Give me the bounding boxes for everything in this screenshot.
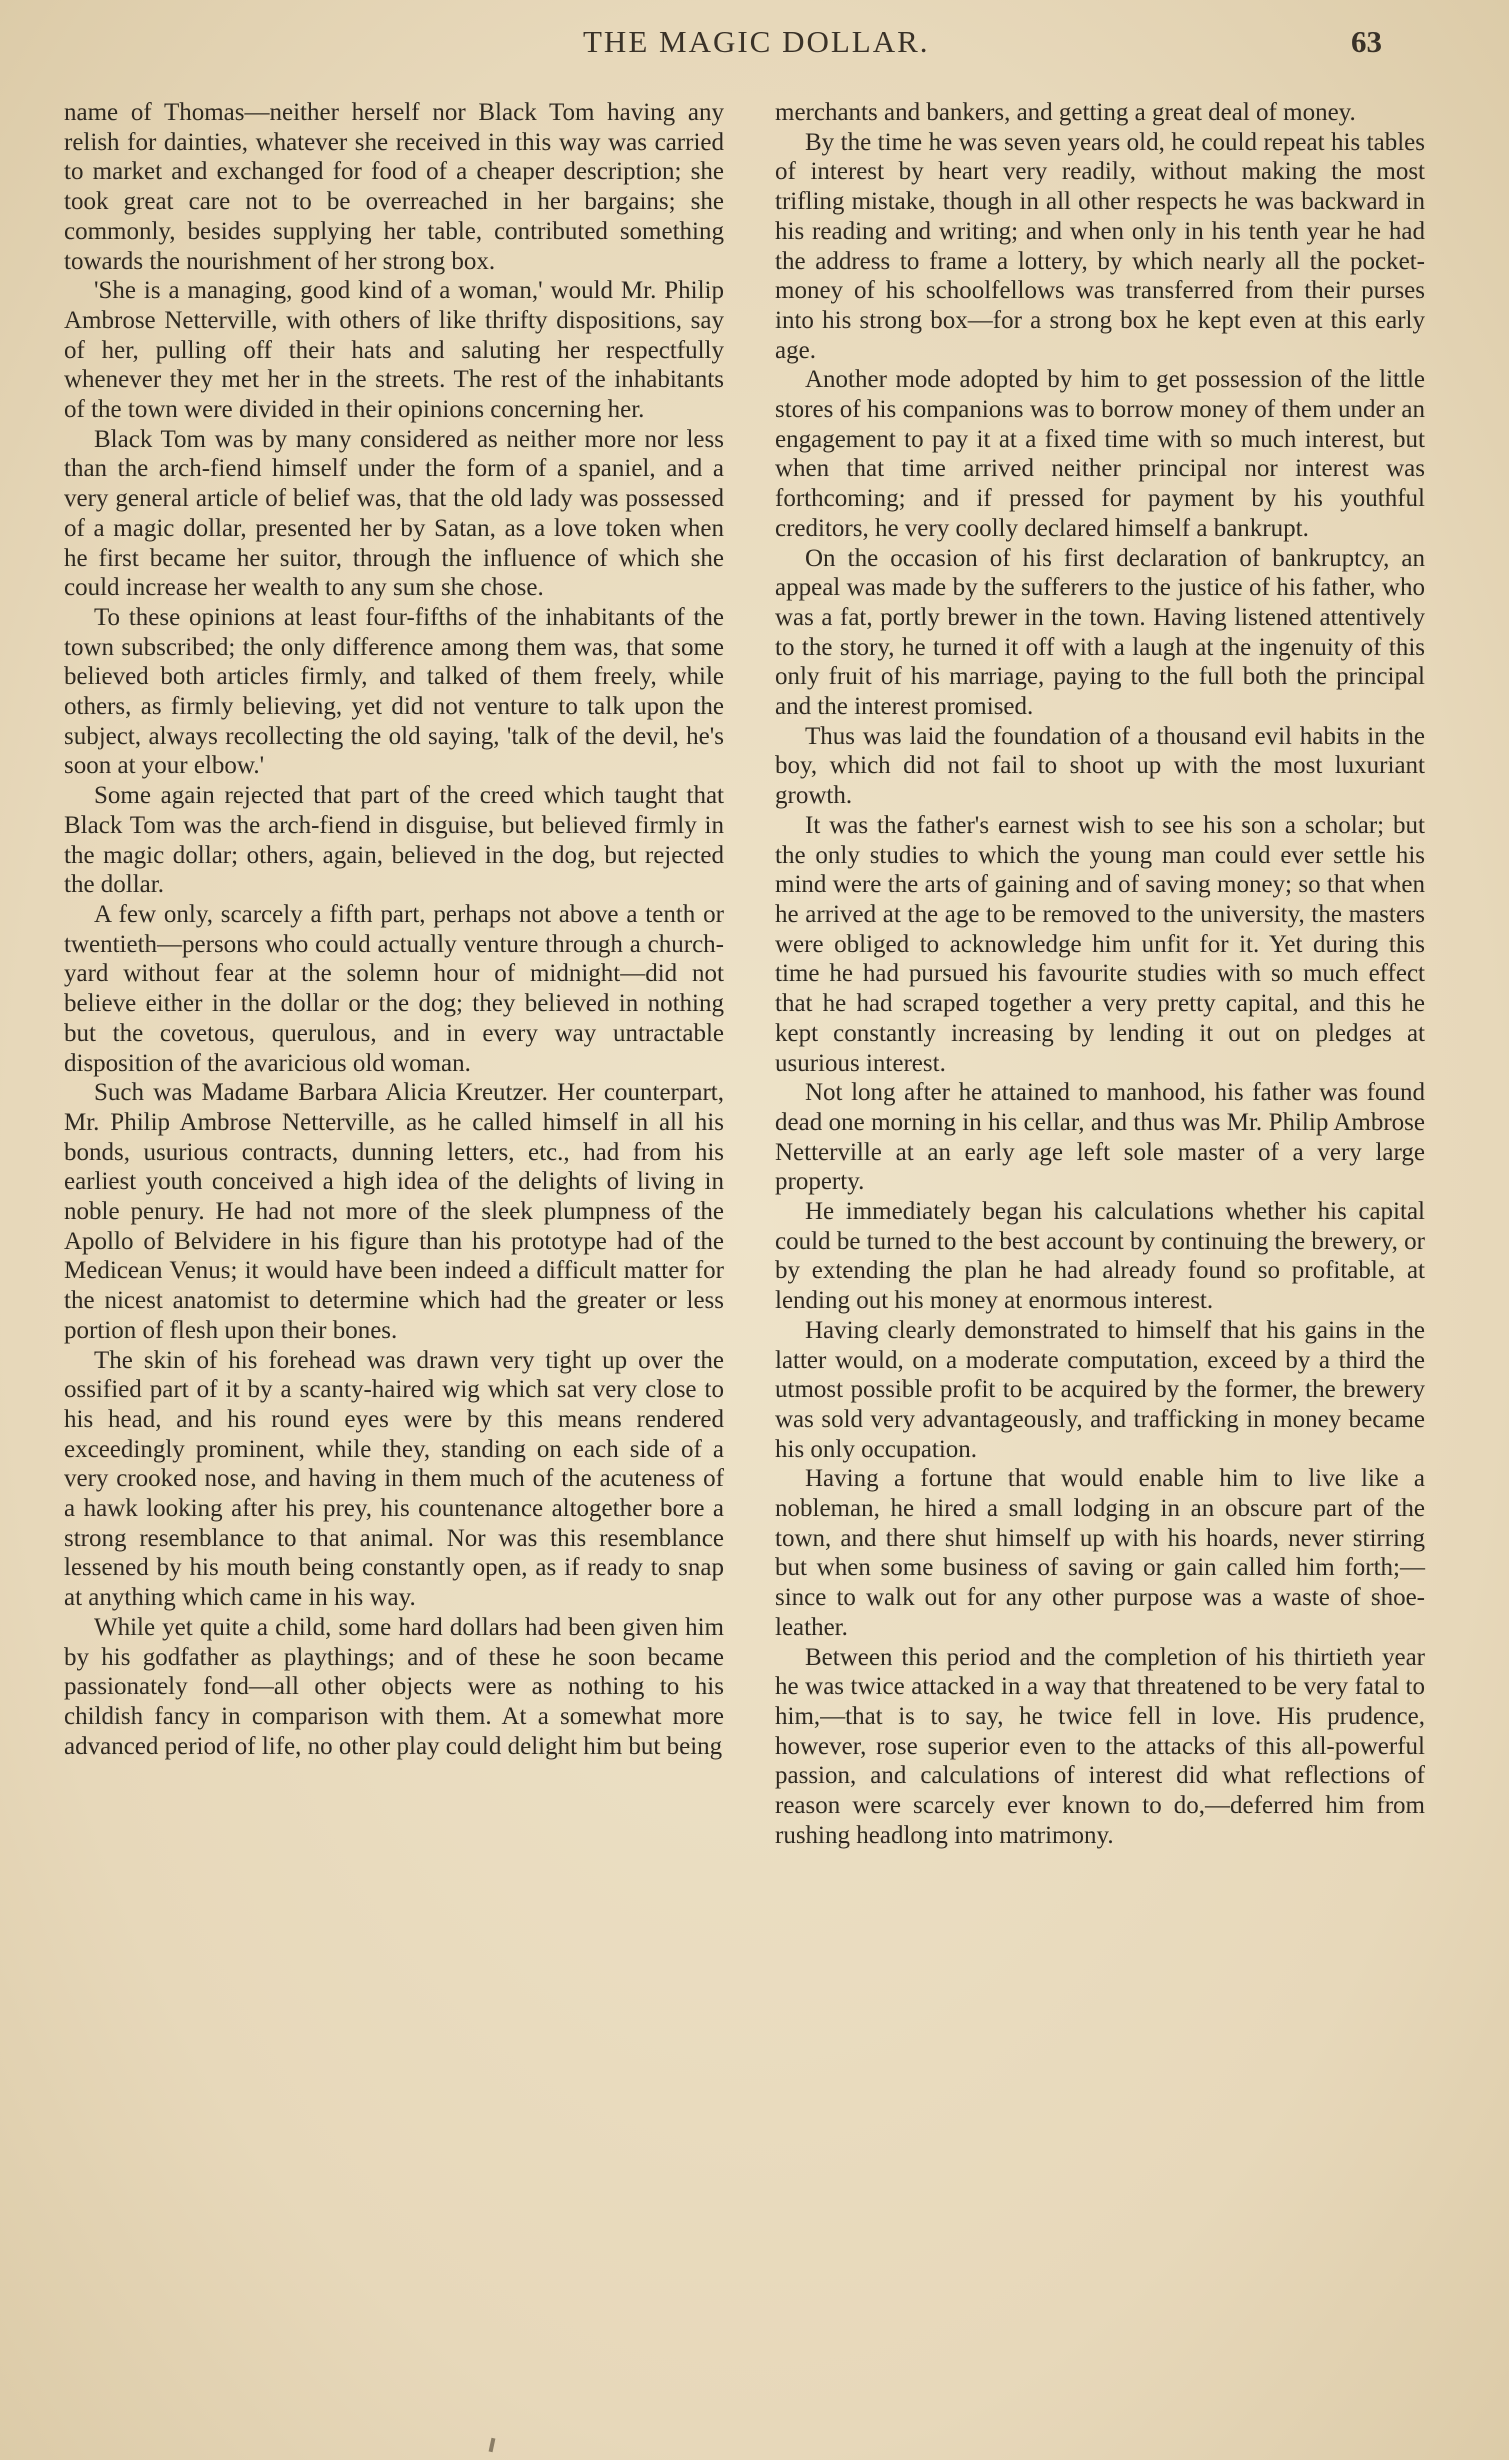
- page-header: [0, 14, 1509, 74]
- running-head: THE MAGIC DOLLAR.: [583, 24, 930, 59]
- paragraph: The skin of his forehead was drawn very tight up over the ossified part of it by a scanty-haired wig which sat very close to his head, and his round eyes were by this means rendered exceedingly prominent, while they, standing on each side of a very crooked nose, and having in them much of the acuteness of a hawk looking after his prey, his countenance altogether bore a strong resemblance to that animal. Nor was this resemblance lessened by his mouth being constantly open, as if ready to snap at anything which came in his way.: [64, 1346, 724, 1612]
- paragraph: Black Tom was by many considered as neither more nor less than the arch-fiend himself under the form of a spaniel, and a very general article of belief was, that the old lady was possessed of a magic dollar, presented her by Satan, as a love token when he first became her suitor, through the influence of which she could increase her wealth to any sum she chose.: [64, 425, 724, 602]
- paragraph: Having clearly demonstrated to himself that his gains in the latter would, on a moderate computation, exceed by a third the utmost possible profit to be acquired by the former, the brewery was sold very advantageously, and trafficking in money became his only occupation.: [775, 1316, 1425, 1463]
- paragraph: Such was Madame Barbara Alicia Kreutzer. Her counterpart, Mr. Philip Ambrose Netterville, as he called himself in all his bonds, usurious contracts, dunning letters, etc., had from his earliest youth conceived a high idea of the delights of living in noble penury. He had not more of the sleek plumpness of the Apollo of Belvidere in his figure than his prototype had of the Medicean Venus; it would have been indeed a difficult matter for the nicest anatomist to determine which had the greater or less portion of flesh upon their bones.: [64, 1079, 724, 1344]
- paragraph: 'She is a managing, good kind of a woman,' would Mr. Philip Ambrose Netterville, with others of like thrifty dispositions, say of her, pulling off their hats and saluting her respectfully whenever they met her in the streets. The rest of the inhabitants of the town were divided in their opinions concerning her.: [64, 277, 724, 424]
- paragraph: To these opinions at least four-fifths of the inhabitants of the town subscribed; the only difference among them was, that some believed both articles firmly, and talked of them freely, while others, as firmly believing, yet did not venture to talk upon the subject, always recollecting the old saying, 'talk of the devil, he's soon at your elbow.': [64, 603, 724, 780]
- page-number: 63: [1351, 24, 1382, 59]
- paragraph: By the time he was seven years old, he could repeat his tables of interest by heart very readily, without making the most trifling mistake, though in all other respects he was backward in his reading and writing; and when only in his tenth year he had the address to frame a lottery, by which nearly all the pocket-money of his schoolfellows was transferred from their purses into his strong box—for a strong box he kept even at this early age.: [775, 128, 1425, 364]
- left-column: [64, 98, 724, 1761]
- paragraph: Having a fortune that would enable him to live like a nobleman, he hired a small lodging in an obscure part of the town, and there shut himself up with his hoards, never stirring but when some business of saving or gain called him forth;—since to walk out for any other purpose was a waste of shoe-leather.: [775, 1465, 1425, 1641]
- paragraph: On the occasion of his first declaration of bankruptcy, an appeal was made by the sufferers to the justice of his father, who was a fat, portly brewer in the town. Having listened attentively to the story, he turned it off with a laugh at the ingenuity of this only fruit of his marriage, paying to the full both the principal and the interest promised.: [775, 544, 1425, 721]
- paragraph: Thus was laid the foundation of a thousand evil habits in the boy, which did not fail to shoot up with the most luxuriant growth.: [775, 722, 1425, 810]
- right-column: [775, 98, 1425, 1850]
- paragraph: Some again rejected that part of the creed which taught that Black Tom was the arch-fiend in disguise, but believed firmly in the magic dollar; others, again, believed in the dog, but rejected the dollar.: [64, 782, 724, 899]
- paragraph: Not long after he attained to manhood, his father was found dead one morning in his cellar, and thus was Mr. Philip Ambrose Netterville at an early age left sole master of a very large property.: [775, 1079, 1425, 1196]
- print-mark: [489, 2438, 496, 2453]
- paragraph: It was the father's earnest wish to see his son a scholar; but the only studies to which the young man could ever settle his mind were the arts of gaining and of saving money; so that when he arrived at the age to be removed to the university, the masters were obliged to acknowledge him unfit for it. Yet during this time he had pursued his favourite studies with so much effect that he had scraped together a very pretty capital, and this he kept constantly increasing by lending it out on pledges at usurious interest.: [775, 811, 1425, 1077]
- paragraph: A few only, scarcely a fifth part, perhaps not above a tenth or twentieth—persons who could actually venture through a church-yard without fear at the solemn hour of midnight—did not believe either in the dollar or the dog; they believed in nothing but the covetous, querulous, and in every way untractable disposition of the avaricious old woman.: [64, 900, 724, 1077]
- paragraph: While yet quite a child, some hard dollars had been given him by his godfather as playthings; and of these he soon became passionately fond—all other objects were as nothing to his childish fancy in comparison with them. At a somewhat more advanced period of life, no other play could delight him but being: [64, 1613, 724, 1760]
- paragraph: merchants and bankers, and getting a great deal of money.: [775, 99, 1356, 126]
- paragraph: He immediately began his calculations whether his capital could be turned to the best account by continuing the brewery, or by extending the plan he had already found so profitable, at lending out his money at enormous interest.: [775, 1198, 1425, 1315]
- paragraph: Between this period and the completion of his thirtieth year he was twice attacked in a way that threatened to be very fatal to him,—that is to say, he twice fell in love. His prudence, however, rose superior even to the attacks of this all-powerful passion, and calculations of interest did what reflections of reason were scarcely ever known to do,—deferred him from rushing headlong into matrimony.: [775, 1643, 1425, 1849]
- paragraph: name of Thomas—neither herself nor Black Tom having any relish for dainties, whatever she received in this way was carried to market and exchanged for food of a cheaper description; she took great care not to be overreached in her bargains; she commonly, besides supplying her table, contributed something towards the nourishment of her strong box.: [64, 99, 724, 275]
- paragraph: Another mode adopted by him to get possession of the little stores of his companions was to borrow money of them under an engagement to pay it at a fixed time with so much interest, but when that time arrived neither principal nor interest was forthcoming; and if pressed for payment by his youthful creditors, he very coolly declared himself a bankrupt.: [775, 366, 1425, 542]
